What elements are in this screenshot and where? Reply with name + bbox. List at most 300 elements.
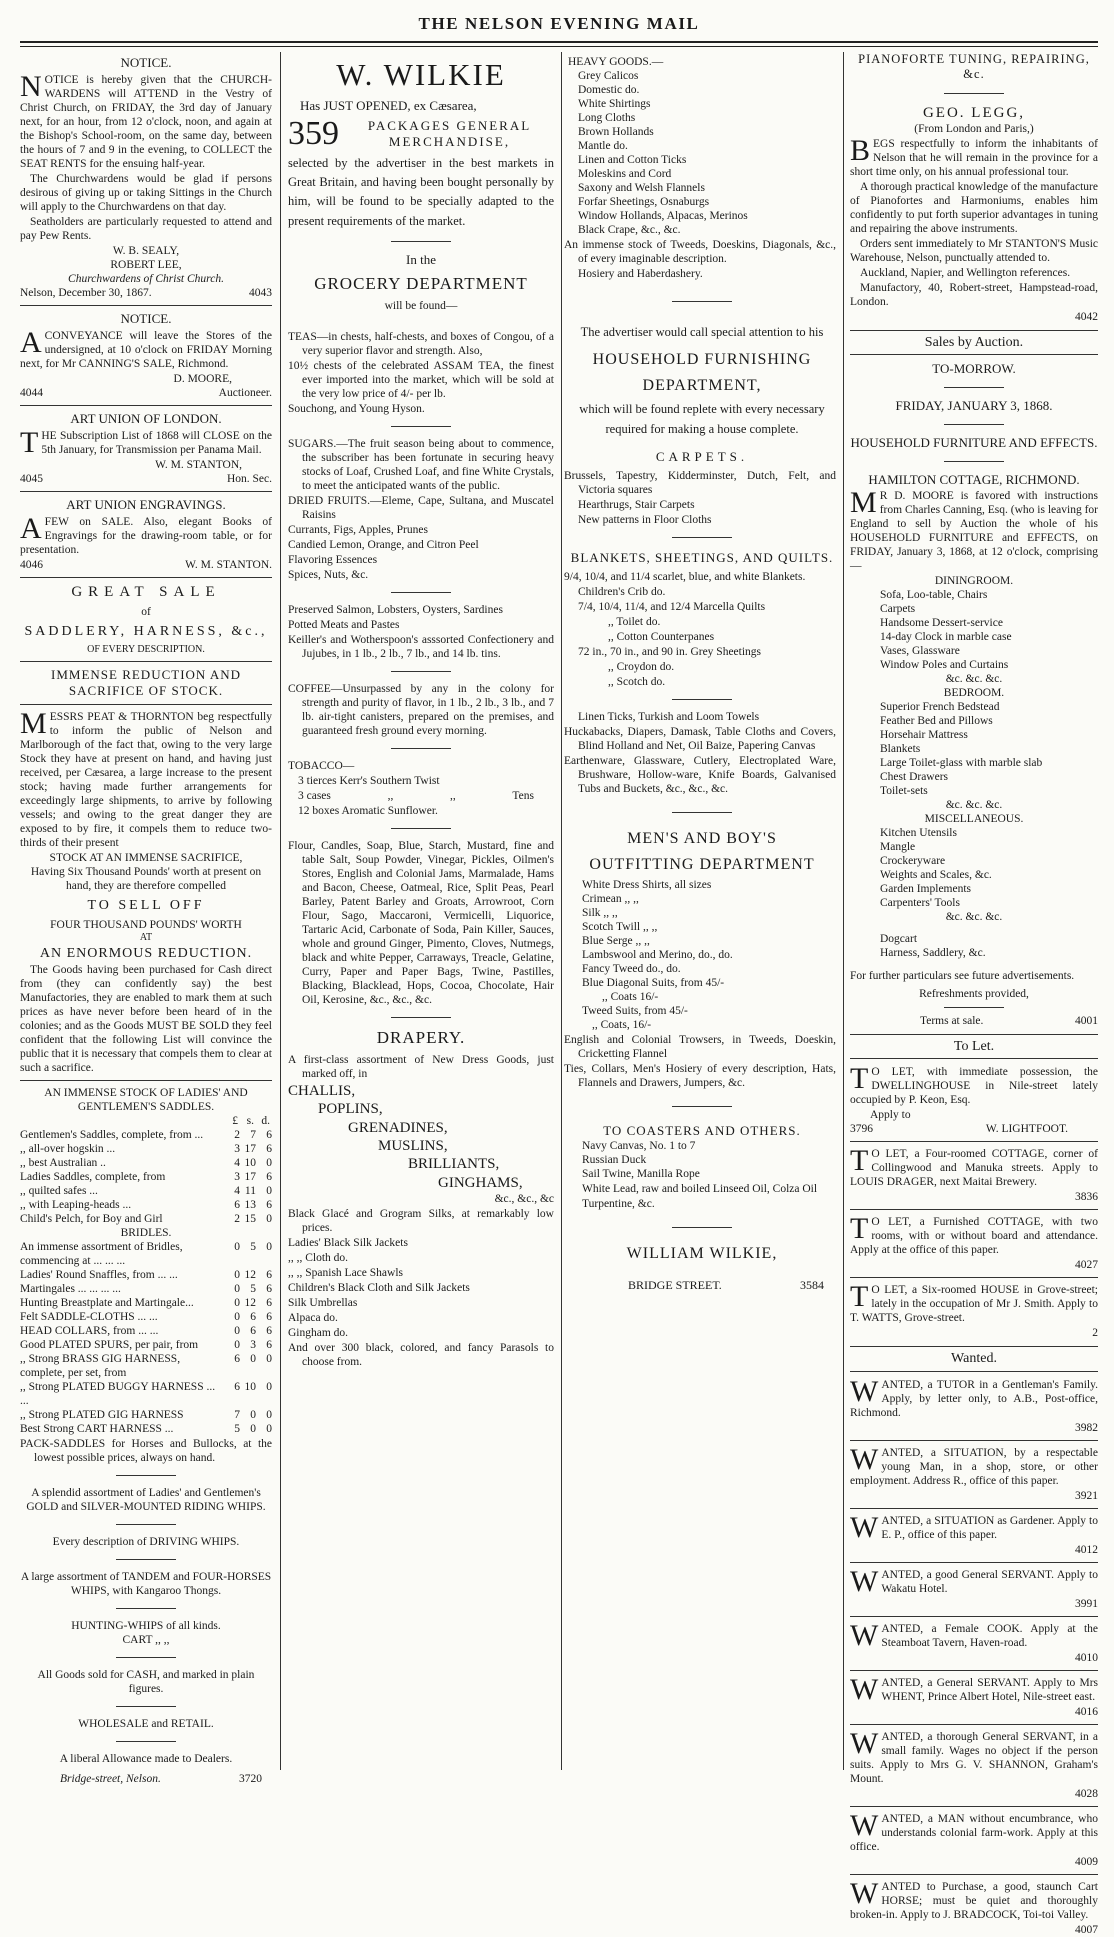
wanted-text: WANTED, a MAN without encumbrance, who understands colonial farm-work. Apply at this office.: [850, 1808, 1098, 1853]
list-item: Navy Canvas, No. 1 to 7: [582, 1140, 696, 1153]
shillings: 0: [250, 1409, 256, 1422]
list-item: Weights and Scales, &c.: [880, 868, 992, 881]
divider: [20, 491, 272, 492]
carpets-text: Brussels, Tapestry, Kidderminster, Dutch, Felt, and Victoria squares: [564, 470, 836, 497]
teas-text: TEAS—in chests, half-chests, and boxes of Congou, of a very superior flavor and strength. Also,: [288, 330, 554, 357]
outfit-item: Fancy Tweed do., do.: [582, 963, 681, 976]
heavy-goods-list: [568, 69, 836, 237]
wanted-text: WANTED, a Female COOK. Apply at the Steamboat Tavern, Haven-road.: [850, 1618, 1098, 1652]
price-row: [20, 1184, 272, 1198]
drapery-text: ,, ,, Spanish Lace Shawls: [288, 1267, 403, 1280]
linen-text: Huckabacks, Diapers, Damask, Table Cloths and Covers, Blind Holland and Net, Oil Baize, Papering Canvas: [564, 726, 836, 753]
sale-item: HUNTING-WHIPS of all kinds.: [71, 1620, 221, 1633]
price-row: [20, 1408, 272, 1422]
pounds: 0: [234, 1311, 240, 1324]
fabric: CHALLIS,: [288, 1083, 356, 1100]
drapery-text: A first-class assortment of New Dress Goods, just marked off, in: [288, 1054, 554, 1081]
sale-item: Every description of DRIVING WHIPS.: [52, 1536, 240, 1549]
fabric: &c., &c., &c: [494, 1192, 554, 1205]
notice-body: AFEW on SALE. Also, elegant Books of Engravings for the drawing-room table, or for presentation.: [20, 511, 272, 556]
sale-line: TO SELL OFF: [87, 898, 205, 914]
tobacco-text: 12 boxes Aromatic Sunflower.: [298, 805, 438, 818]
sale-heading: IMMENSE REDUCTION AND SACRIFICE OF STOCK.: [51, 667, 241, 699]
divider: [391, 426, 451, 427]
item-name: ,, quilted safes ...: [20, 1184, 98, 1197]
shillings: 12: [244, 1269, 256, 1282]
item-name: Child's Pelch, for Boy and Girl: [20, 1213, 163, 1226]
ditto-mark: ,,: [449, 790, 456, 803]
notice-body: ACONVEYANCE will leave the Stores of the undersigned, at 10 o'clock on FRIDAY Morning next, for Mr CANNING'S SALE, Richmond.: [20, 325, 272, 370]
piano-text: Orders sent immediately to Mr STANTON'S Music Warehouse, Nelson, punctually attended to.: [850, 237, 1098, 264]
pounds: 4: [234, 1156, 240, 1169]
engravings-notice: [20, 497, 272, 572]
heavy-goods-heading: HEAVY GOODS.—: [568, 56, 664, 68]
pounds: 0: [234, 1269, 240, 1282]
auction-terms: Terms at sale.: [920, 1015, 984, 1028]
pence: 6: [266, 1325, 272, 1338]
ad-number: 4016: [1075, 1705, 1098, 1718]
price-row: [20, 1338, 272, 1352]
signature: W. B. SEALY,: [112, 245, 180, 258]
tuner-name: GEO. LEGG,: [922, 104, 1026, 121]
sale-line: AN ENORMOUS REDUCTION.: [39, 945, 253, 961]
wanted-ad: [850, 1672, 1098, 1719]
divider: [944, 424, 1004, 425]
outfit-item: Silk ,, ,,: [582, 907, 618, 920]
wanted-text: WANTED, a thorough General SERVANT, in a small family. Wages no object if the person suits. Apply to Mrs G. V. SHANNON, Graham's Mount.: [850, 1726, 1098, 1785]
teas-text: Souchong, and Young Hyson.: [288, 402, 425, 415]
shillings: 3: [250, 1339, 256, 1352]
ad-number: 3836: [1075, 1191, 1098, 1204]
item-name: HEAD COLLARS, from ... ...: [20, 1325, 159, 1338]
masthead: [20, 14, 1098, 54]
bridles-heading: BRIDLES.: [120, 1227, 172, 1240]
pounds: 0: [234, 1241, 240, 1254]
wanted-text: WANTED, a General SERVANT. Apply to Mrs WHENT, Prince Albert Hotel, Nile-street east.: [850, 1672, 1098, 1706]
auction-date: FRIDAY, JANUARY 3, 1868.: [895, 397, 1053, 413]
price-row: [20, 1422, 272, 1436]
earthenware-text: Earthenware, Glassware, Cutlery, Electroplated Ware, Brushware, Hollow-ware, Knife Boards, Galvanised Tubs and Buckets, &c., &c., &c.: [564, 755, 836, 796]
stock-heading: AN IMMENSE STOCK OF LADIES' AND GENTLEMEN'S SADDLES.: [44, 1086, 248, 1113]
shillings: 5: [250, 1241, 256, 1254]
wilkie-signature: WILLIAM WILKIE,: [626, 1245, 778, 1263]
sale-line: FOUR THOUSAND POUNDS' WORTH: [50, 919, 242, 932]
drapery-text: And over 300 black, colored, and fancy Parasols to choose from.: [288, 1342, 554, 1369]
divider: [116, 1524, 176, 1525]
price-row: [20, 1380, 272, 1408]
drapery-text: Gingham do.: [288, 1327, 349, 1340]
list-item: Dogcart: [880, 933, 918, 946]
shillings: 10: [244, 1156, 256, 1169]
saddlery-sale: [20, 583, 272, 1787]
wanted-heading: Wanted.: [850, 1346, 1098, 1371]
auction-heading: Sales by Auction.: [850, 330, 1098, 355]
divider: [391, 671, 451, 672]
wanted-text: WANTED, a SITUATION as Gardener. Apply to E. P., office of this paper.: [850, 1510, 1098, 1544]
item-name: Best Strong CART HARNESS ...: [20, 1423, 174, 1436]
price-row: [20, 1156, 272, 1170]
sale-line: STOCK AT AN IMMENSE SACRIFICE,: [49, 852, 243, 865]
sale-body: MESSRS PEAT & THORNTON beg respectfully to inform the public of Nelson and Marlborough of the fact that, owing to the very large Stock they have at present on hand, and having just received, per Cæsarea, a large increase to the present stock; having made further arrangements for exceedingly large shipments, to arrive by following vessels; and owing to the great danger they are exposed to by fire, it compels them to reduce two-thirds of their present: [20, 707, 272, 850]
signature: W. LIGHTFOOT.: [985, 1123, 1068, 1136]
list-item: Moleskins and Cord: [578, 168, 672, 181]
room-heading: DININGROOM.: [934, 574, 1014, 587]
ad-number: 2: [1092, 1327, 1098, 1340]
list-item: Carpenters' Tools: [880, 896, 960, 909]
shillings: 17: [244, 1142, 256, 1155]
item-name: Gentlemen's Saddles, complete, from ...: [20, 1128, 204, 1141]
pence: 6: [266, 1199, 272, 1211]
bridles-list: [20, 1240, 272, 1436]
money-col: s.: [246, 1114, 254, 1127]
to-let-ad: TO LET, a Furnished COTTAGE, with two rooms, with or without board and attendance. Apply at the office of this paper.: [850, 1212, 1098, 1257]
coasters-item: White Lead, raw and boiled Linseed Oil, Colza Oil: [582, 1183, 818, 1196]
list-item: Harness, Saddlery, &c.: [880, 947, 986, 960]
shillings: 0: [250, 1353, 256, 1366]
divider: [672, 1106, 732, 1107]
blankets-text: 9/4, 10/4, and 11/4 scarlet, blue, and white Blankets.: [564, 571, 806, 583]
shillings: 17: [244, 1170, 256, 1183]
pounds: 0: [234, 1339, 240, 1352]
auction-text: MR D. MOORE is favored with instructions from Charles Canning, Esq. (who is leaving for England to sell by Auction the whole of his HOUSEHOLD FURNITURE and EFFECTS, on FRIDAY, January 3, 1868, at 12 o'clock, comprising—: [850, 485, 1098, 572]
list-item: Sofa, Loo-table, Chairs: [880, 588, 988, 601]
teas-text: 10½ chests of the celebrated ASSAM TEA, the finest ever imported into the market, which will be sold at the very low price of 4/- per lb.: [288, 359, 554, 400]
pence: 6: [266, 1283, 272, 1296]
package-count: 359: [288, 114, 339, 152]
divider: [116, 1706, 176, 1707]
notice-body: THE Subscription List of 1868 will CLOSE on the 5th January, for Transmission per Panama Mail.: [20, 425, 272, 459]
preserves-text: Potted Meats and Pastes: [288, 619, 400, 632]
list-item: Garden Implements: [880, 882, 972, 895]
room-heading: BEDROOM.: [943, 686, 1005, 699]
masthead-rule: [20, 41, 1098, 43]
shillings: 11: [244, 1184, 256, 1197]
shillings: 12: [244, 1297, 256, 1310]
wilkie-address: BRIDGE STREET.: [628, 1277, 722, 1292]
ad-number: 4010: [1075, 1651, 1098, 1664]
pence: 0: [266, 1213, 272, 1226]
blankets-text: Children's Crib do.: [578, 586, 666, 599]
outfit-item: Ties, Collars, Men's Hosiery of every description, Hats, Flannels and Drawers, Jumpers, &c.: [564, 1063, 836, 1090]
auction-note: Refreshments provided,: [919, 988, 1029, 1001]
list-item: Long Cloths: [578, 112, 636, 125]
blankets-text: 72 in., 70 in., and 90 in. Grey Sheetings: [578, 646, 762, 659]
etc-text: &c. &c. &c.: [945, 672, 1003, 685]
tobacco-text: 3 cases: [298, 790, 331, 803]
signature: W. M. STANTON,: [155, 458, 242, 471]
heavy-goods-text: Hosiery and Haberdashery.: [578, 268, 703, 281]
pence: 6: [266, 1128, 272, 1141]
list-item: Large Toilet-glass with marble slab: [880, 756, 1043, 769]
divider: [391, 1017, 451, 1018]
to-let-ad: TO LET, a Four-roomed COTTAGE, corner of Collingwood and Manuka streets. Apply to LOUIS DRAGER, next Maitai Brewery.: [850, 1144, 1098, 1189]
blankets-text: ,, Croydon do.: [608, 661, 675, 674]
item-name: ,, Strong BRASS GIG HARNESS, complete, per set, from: [20, 1353, 181, 1380]
sale-body: The Goods having been purchased for Cash direct from (they can confidently say) the best Manufactories, they are enabled to mark them at such prices as have never before been heard of in the colonies; and as the Goods MUST BE SOLD they feel confident that the following List will convince the public that it is necessary that compels them to clear at such a sacrifice.: [20, 963, 272, 1074]
tobacco-text: 3 tierces Kerr's Southern Twist: [298, 775, 440, 788]
list-item: Grey Calicos: [578, 70, 639, 83]
list-item: Domestic do.: [578, 84, 640, 97]
blankets-text: ,, Toilet do.: [608, 616, 661, 629]
item-name: ,, Strong PLATED GIG HARNESS: [20, 1409, 184, 1422]
pence: 6: [266, 1269, 272, 1282]
outfit-item: White Dress Shirts, all sizes: [582, 879, 712, 892]
masthead-rule-thin: [20, 46, 1098, 47]
drapery-heading: DRAPERY.: [376, 1028, 466, 1048]
divider: [391, 241, 451, 242]
outfit-item: Blue Serge ,, ,,: [582, 935, 650, 948]
pounds: 0: [234, 1325, 240, 1338]
column-divider: [561, 52, 562, 1770]
list-item: White Shirtings: [578, 98, 651, 111]
list-item: Mantle do.: [578, 140, 628, 153]
outfit-item: Tweed Suits, from 45/-: [582, 1005, 688, 1018]
column-3: [564, 52, 836, 1770]
sale-item: PACK-SADDLES for Horses and Bullocks, at the lowest possible prices, always on hand.: [20, 1438, 272, 1465]
outfit-item: Lambswool and Merino, do., do.: [582, 949, 733, 962]
list-item: Window Hollands, Alpacas, Merinos: [578, 210, 748, 223]
divider: [850, 1440, 1098, 1441]
auction-title: HOUSEHOLD FURNITURE AND EFFECTS.: [850, 434, 1098, 450]
outfit-item: Crimean ,, ,,: [582, 893, 639, 906]
shillings: 6: [250, 1325, 256, 1338]
price-row: [20, 1352, 272, 1380]
advertiser-name: W. WILKIE: [336, 57, 506, 92]
address: Bridge-street, Nelson.: [60, 1773, 161, 1786]
preserves-text: Keiller's and Wotherspoon's asssorted Confectionery and Jujubes, in 1 lb., 2 lb., 7 lb., and 14 lb. tins.: [288, 634, 554, 661]
item-name: Ladies' Round Snaffles, from ... ...: [20, 1269, 178, 1282]
household-text: which will be found replete with every necessary required for making a house complete.: [579, 402, 825, 437]
pence: 0: [266, 1381, 272, 1394]
item-name: ,, Strong PLATED BUGGY HARNESS ... ...: [20, 1381, 216, 1408]
outfitting-heading: OUTFITTING DEPARTMENT: [589, 855, 815, 873]
fabric: MUSLINS,: [378, 1138, 448, 1155]
list-item: Black Crape, &c., &c.: [578, 224, 681, 237]
shillings: 15: [244, 1213, 256, 1226]
sale-line: Having Six Thousand Pounds' worth at present on hand, they are therefore compelled: [30, 866, 262, 893]
list-item: Russian Duck: [582, 1154, 647, 1167]
money-col: £: [232, 1114, 238, 1127]
pounds: 6: [234, 1381, 240, 1394]
divider: [391, 748, 451, 749]
pence: 6: [266, 1297, 272, 1310]
pence: 6: [266, 1311, 272, 1324]
divider: [20, 405, 272, 406]
divider: [391, 592, 451, 593]
wanted-ad: [850, 1564, 1098, 1611]
divider: [116, 1741, 176, 1742]
wanted-text: WANTED, a good General SERVANT. Apply to Wakatu Hotel.: [850, 1564, 1098, 1598]
ad-number: 4028: [1075, 1787, 1098, 1800]
divider: [20, 577, 272, 578]
ad-number: 4012: [1075, 1543, 1098, 1556]
list-item: Feather Bed and Pillows: [880, 714, 993, 727]
list-item: Chest Drawers: [880, 770, 949, 783]
item-name: Felt SADDLE-CLOTHS ... ...: [20, 1311, 158, 1324]
item-name: ,, all-over hogskin ...: [20, 1142, 116, 1155]
conveyance-notice: [20, 311, 272, 400]
divider: [850, 1141, 1098, 1142]
linen-text: Linen Ticks, Turkish and Loom Towels: [578, 711, 760, 724]
ad-number: 4001: [1075, 1015, 1098, 1028]
divider: [116, 1559, 176, 1560]
column-4: [850, 52, 1098, 1937]
piano-text: Manufactory, 40, Robert-street, Hampstead-road, London.: [850, 281, 1098, 308]
pence: 6: [266, 1339, 272, 1352]
item-name: Good PLATED SPURS, per pair, from: [20, 1339, 199, 1352]
signature-role: Churchwardens of Christ Church.: [68, 273, 224, 286]
drapery-text: Alpaca do.: [288, 1312, 338, 1325]
divider: [672, 812, 732, 813]
outfit-item: ,, Coats 16/-: [602, 991, 659, 1004]
packages-line: MERCHANDISE,: [388, 133, 511, 149]
coasters-item: Turpentine, &c.: [582, 1198, 655, 1211]
price-row: [20, 1296, 272, 1310]
piano-heading: PIANOFORTE TUNING, REPAIRING, &c.: [858, 52, 1090, 82]
blankets-text: ,, Cotton Counterpanes: [608, 631, 715, 644]
notice-heading: NOTICE.: [120, 55, 172, 70]
sugars-text: SUGARS.—The fruit season being about to commence, the subscriber has been fortunate in securing heavy stocks of Loaf, Crushed Loaf, and fine White Crystals, to meet the anticipated wants of the public.: [288, 437, 554, 492]
preserves-text: Preserved Salmon, Lobsters, Oysters, Sardines: [288, 604, 503, 617]
price-row: [20, 1128, 272, 1142]
divider: [20, 704, 272, 705]
sale-item: CART ,, ,,: [122, 1634, 170, 1647]
tobacco-text: TOBACCO—: [288, 760, 355, 773]
church-notice: [20, 55, 272, 300]
pounds: 2: [234, 1213, 240, 1226]
ditto-mark: ,,: [387, 790, 394, 803]
shillings: 7: [250, 1128, 256, 1141]
divider: [672, 1227, 732, 1228]
wanted-text: WANTED, a TUTOR in a Gentleman's Family. Apply, by letter only, to A.B., Post-office, Richmond.: [850, 1374, 1098, 1419]
auction-day: TO-MORROW.: [932, 361, 1016, 377]
ad-number: 4044: [20, 387, 43, 400]
pounds: 6: [234, 1199, 240, 1211]
packages-line: PACKAGES GENERAL: [367, 117, 532, 133]
pounds: 6: [234, 1353, 240, 1366]
list-item: Saxony and Welsh Flannels: [578, 182, 705, 195]
list-item: Kitchen Utensils: [880, 826, 957, 839]
piano-text: Auckland, Napier, and Wellington references.: [860, 266, 1071, 279]
household-heading: DEPARTMENT,: [642, 376, 762, 394]
wanted-list: [850, 1374, 1098, 1937]
divider: [850, 1670, 1098, 1671]
money-col: d.: [261, 1114, 270, 1127]
wanted-ad: [850, 1510, 1098, 1557]
list-item: 14-day Clock in marble case: [880, 630, 1012, 643]
blankets-text: 7/4, 10/4, 11/4, and 12/4 Marcella Quilts: [578, 601, 766, 614]
price-row: [20, 1170, 272, 1184]
item-name: Martingales ... ... ... ...: [20, 1283, 121, 1296]
dried-fruits: Candied Lemon, Orange, and Citron Peel: [288, 538, 479, 551]
pounds: 7: [234, 1409, 240, 1422]
signature-role: Auctioneer.: [218, 387, 272, 400]
pence: 6: [266, 1170, 272, 1183]
pounds: 2: [234, 1128, 240, 1141]
signature-role: Hon. Sec.: [226, 472, 272, 485]
bedroom-list: [850, 700, 1098, 798]
wanted-ad: [850, 1876, 1098, 1937]
pounds: 5: [234, 1423, 240, 1436]
dried-fruits: Currants, Figs, Apples, Prunes: [288, 523, 428, 536]
divider: [672, 537, 732, 538]
misc-list: [850, 826, 1098, 910]
coasters-list: [568, 1139, 836, 1181]
notice-heading: ART UNION ENGRAVINGS.: [66, 496, 226, 512]
intro-text: selected by the advertiser in the best markets in Great Britain, and having been bought personally by him, will be found to be specially adapted to the present requirements of the market.: [288, 155, 554, 228]
shillings: 6: [250, 1311, 256, 1324]
pounds: 0: [234, 1297, 240, 1310]
section-pre: In the: [406, 252, 436, 268]
ad-number: 3921: [1075, 1489, 1098, 1502]
shillings: 5: [250, 1283, 256, 1296]
divider: [944, 461, 1004, 462]
price-row: [20, 1324, 272, 1338]
fabric: GRENADINES,: [348, 1119, 448, 1136]
dried-fruits: Spices, Nuts, &c.: [288, 569, 369, 582]
divider: [850, 1616, 1098, 1617]
list-item: Toilet-sets: [880, 784, 928, 797]
divider: [944, 1007, 1004, 1008]
notice-body: NOTICE is hereby given that the CHURCH-WARDENS will ATTEND in the Vestry of Christ Church, on FRIDAY, the 3rd day of January next, for an hour, from 12 o'clock, noon, and again at the Bishop's School-room, on the same day, between the hours of 7 and 9 in the evening, to COLLECT the SEAT RENTS for the ensuing half-year.: [20, 69, 272, 170]
to-let-heading: To Let.: [850, 1034, 1098, 1059]
carpets-text: Hearthrugs, Stair Carpets: [578, 499, 695, 512]
sale-heading: GREAT SALE: [71, 583, 221, 600]
list-item: Forfar Sheetings, Osnaburgs: [578, 196, 710, 209]
ad-number: 4027: [1075, 1259, 1098, 1272]
divider: [672, 699, 732, 700]
section-sub: will be found—: [384, 299, 458, 312]
pence: 0: [266, 1241, 272, 1254]
divider: [116, 1475, 176, 1476]
drapery-text: Ladies' Black Silk Jackets: [288, 1237, 408, 1249]
etc-text: &c. &c. &c.: [945, 911, 1003, 923]
piano-text: A thorough practical knowledge of the manufacture of Pianofortes and Harmoniums, enables him confidently to put forth superior advantages in tuning and repairing the above instruments.: [850, 180, 1098, 235]
list-item: Blankets: [880, 742, 921, 755]
ad-number: 3796: [850, 1123, 873, 1136]
ad-number: 3584: [800, 1277, 824, 1292]
divider: [391, 828, 451, 829]
auction-location: HAMILTON COTTAGE, RICHMOND.: [868, 471, 1080, 487]
column-divider: [280, 52, 281, 1770]
list-item: Crockeryware: [880, 854, 946, 867]
fabric: GINGHAMS,: [438, 1174, 523, 1191]
outfit-item: Scotch Twill ,, ,,: [582, 921, 658, 934]
divider: [20, 661, 272, 662]
list-item: Vases, Glassware: [880, 644, 960, 657]
room-heading: MISCELLANEOUS.: [924, 812, 1024, 825]
price-row: [20, 1240, 272, 1268]
list-item: Horsehair Mattress: [880, 728, 968, 741]
item-name: An immense assortment of Bridles, commencing at ... ... ...: [20, 1241, 183, 1268]
list-item: Sail Twine, Manilla Rope: [582, 1168, 700, 1181]
ad-number: 4046: [20, 558, 43, 571]
wanted-text: WANTED to Purchase, a good, staunch Cart HORSE; must be quiet and thoroughly broken-in. Apply to J. BRADCOCK, Toi-toi Valley.: [850, 1876, 1098, 1921]
drapery-text: Silk Umbrellas: [288, 1297, 358, 1310]
divider: [116, 1608, 176, 1609]
item-name: Hunting Breastplate and Martingale...: [20, 1297, 194, 1310]
art-union-notice: [20, 411, 272, 486]
opening-line: Has JUST OPENED, ex Cæsarea,: [300, 97, 477, 113]
price-row: [20, 1212, 272, 1226]
price-row: [20, 1310, 272, 1324]
newspaper-title: THE NELSON EVENING MAIL: [418, 14, 700, 33]
household-heading: HOUSEHOLD FURNISHING: [592, 351, 812, 369]
drapery-text: Children's Black Cloth and Silk Jackets: [288, 1282, 470, 1295]
price-row: [20, 1282, 272, 1296]
price-row: [20, 1268, 272, 1282]
divider: [850, 1806, 1098, 1807]
